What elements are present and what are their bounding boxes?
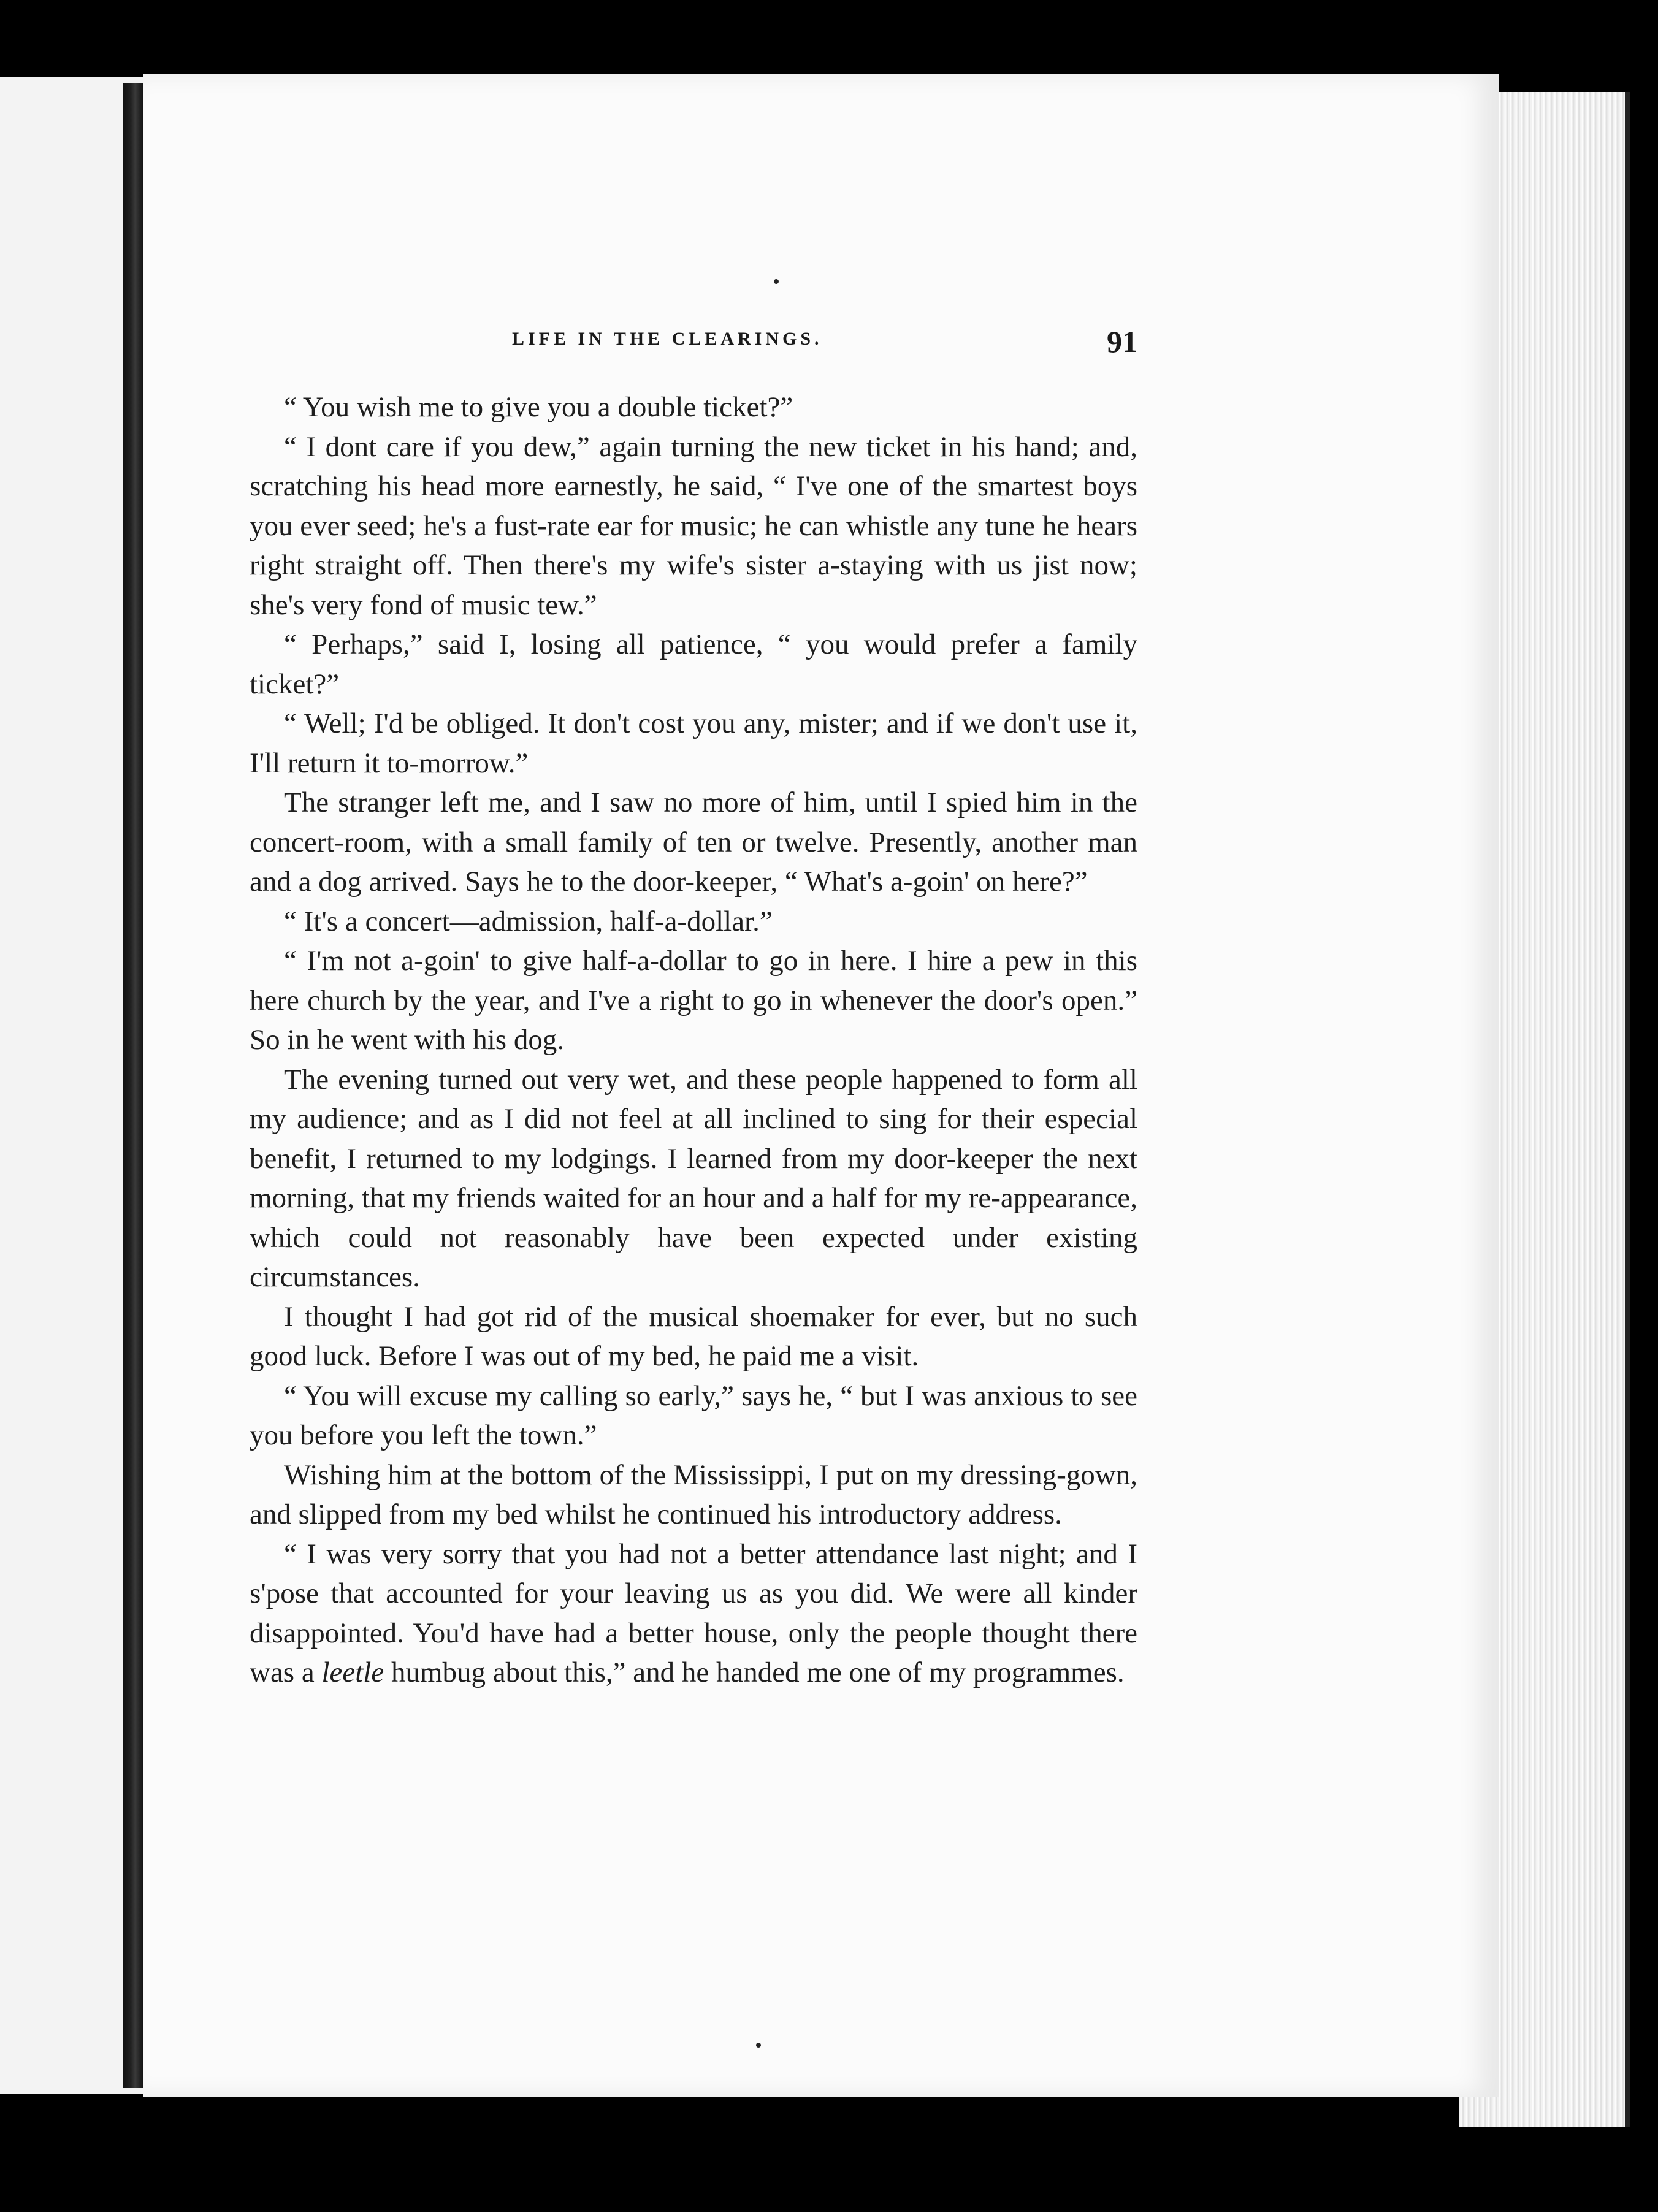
paragraph: I thought I had got rid of the musical shoemaker for ever, but no such good luck. Before I was out of my bed, he paid me a visit. (250, 1300, 1137, 1372)
paragraph: Wishing him at the bottom of the Mississippi, I put on my dressing-gown, and slipped from my bed whilst he continued his introductory address. (250, 1459, 1137, 1530)
paragraph: “ You will excuse my calling so early,” says he, “ but I was anxious to see you before you left the town.” (250, 1379, 1137, 1451)
paragraph: “ I dont care if you dew,” again turning the new ticket in his hand; and, scratching his head more earnestly, he said, “ I've one of the smartest boys you ever seed; he's a fust-rate ear for music; he can whistle any tune he hears right straight off. Then there's my wife's sister a-staying with us jist now; she's very fond of music tew.” (250, 430, 1137, 621)
paragraph: “ I was very sorry that you had not a better attendance last night; and I s'pose that accounted for your leaving us as you did. We were all kinder disappointed. You'd have had a better house, only the people thought there was a leetle humbug about this,” and he handed me one of my programmes. (250, 1538, 1137, 1688)
paragraph: “ Perhaps,” said I, losing all patience, “ you would prefer a family ticket?” (250, 628, 1137, 700)
running-head: LIFE IN THE CLEARINGS. (512, 329, 823, 349)
book-gutter (123, 83, 143, 2088)
paragraph: “ I'm not a-goin' to give half-a-dollar to go in here. I hire a pew in this here church by the year, and I've a right to go in whenever the door's open.” So in he went with his dog. (250, 945, 1137, 1056)
paragraph: The stranger left me, and I saw no more of him, until I spied him in the concert-room, with a small family of ten or twelve. Presently, another man and a dog arrived. Says he to the door-keeper, “ What's a-goin' on here?” (250, 787, 1137, 898)
paragraph: “ Well; I'd be obliged. It don't cost you any, mister; and if we don't use it, I'll return it to-morrow.” (250, 707, 1137, 779)
page-number: 91 (1107, 324, 1137, 359)
page-speck-bottom (756, 2043, 761, 2048)
body-text (250, 387, 1137, 1693)
page-speck-top (774, 279, 779, 284)
page-header (512, 324, 1137, 360)
paragraph: “ It's a concert—admission, half-a-dollar.” (284, 905, 773, 937)
paragraph: The evening turned out very wet, and these people happened to form all my audience; and as I did not feel at all inclined to sing for their especial benefit, I returned to my lodgings. I learned from my door-keeper the next morning, that my friends waited for an hour and a half for my re-appearance, which could not reasonably have been expected under existing circumstances. (250, 1063, 1137, 1293)
paragraph: “ You wish me to give you a double ticket?” (284, 391, 793, 423)
